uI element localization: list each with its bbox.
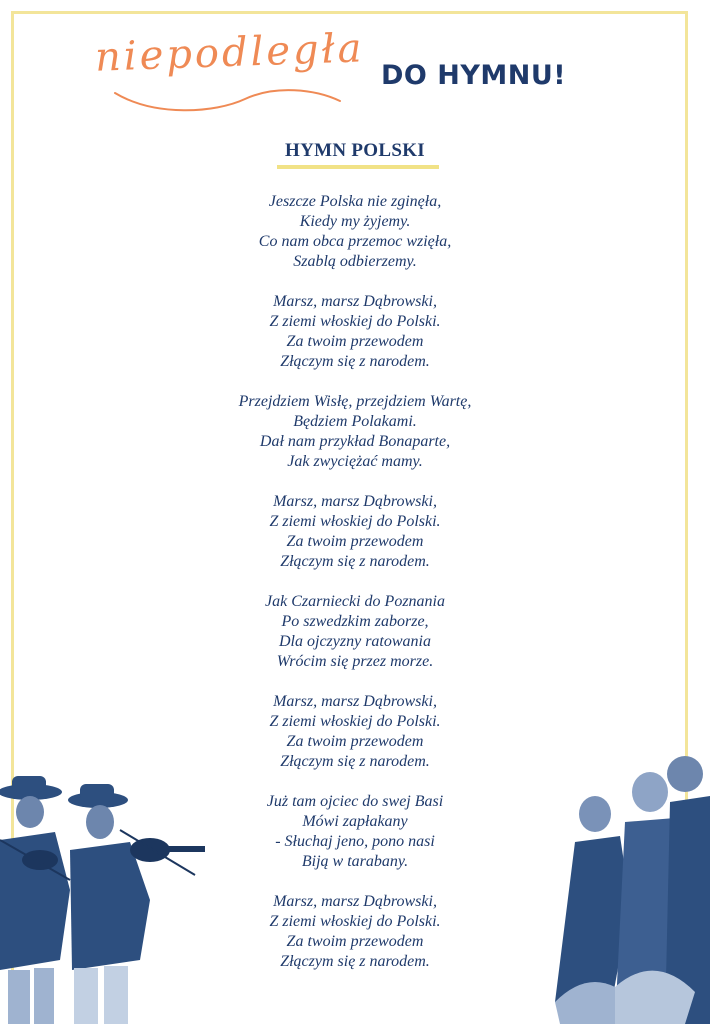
lyric-line: Za twoim przewodem xyxy=(286,733,424,750)
anthem-title: HYMN POLSKI xyxy=(284,140,425,161)
lyric-line: Złączym się z narodem. xyxy=(280,353,430,370)
lyric-line: Jeszcze Polska nie zginęła, xyxy=(268,193,442,210)
stanza xyxy=(0,392,710,472)
lyric-line: Złączym się z narodem. xyxy=(280,753,430,770)
stanza xyxy=(0,492,710,572)
lyric-line: Jak zwyciężać mamy. xyxy=(287,453,423,470)
lyric-line: Jak Czarniecki do Poznania xyxy=(265,593,445,610)
brand-logo: niepodległa xyxy=(94,25,366,81)
lyric-line: Z ziemi włoskiej do Polski. xyxy=(269,913,441,930)
lyric-line: - Słuchaj jeno, pono nasi xyxy=(275,833,435,850)
lyric-line: Co nam obca przemoc wzięła, xyxy=(258,233,452,250)
lyric-line: Marsz, marsz Dąbrowski, xyxy=(273,293,437,310)
lyric-line: Za twoim przewodem xyxy=(286,533,424,550)
folk-dancers-illustration xyxy=(555,752,710,1024)
lyric-line: Wrócim się przez morze. xyxy=(276,653,434,670)
brand-swash-icon xyxy=(95,87,345,115)
lyric-line: Dał nam przykład Bonaparte, xyxy=(259,433,451,450)
stanza xyxy=(0,192,710,272)
lyric-line: Marsz, marsz Dąbrowski, xyxy=(273,893,437,910)
header-title: DO HYMNU! xyxy=(381,60,567,91)
lyric-line: Już tam ojciec do swej Basi xyxy=(266,793,444,810)
lyric-line: Kiedy my żyjemy. xyxy=(299,213,411,230)
lyric-line: Z ziemi włoskiej do Polski. xyxy=(269,713,441,730)
lyric-line: Za twoim przewodem xyxy=(286,333,424,350)
lyric-line: Mówi zapłakany xyxy=(302,813,408,830)
lyric-line: Marsz, marsz Dąbrowski, xyxy=(273,493,437,510)
folk-musicians-illustration xyxy=(0,770,215,1024)
lyric-line: Przejdziem Wisłę, przejdziem Wartę, xyxy=(238,393,472,410)
lyric-line: Z ziemi włoskiej do Polski. xyxy=(269,513,441,530)
lyric-line: Biją w tarabany. xyxy=(301,853,409,870)
lyric-line: Marsz, marsz Dąbrowski, xyxy=(273,693,437,710)
lyric-line: Szablą odbierzemy. xyxy=(293,253,417,270)
lyric-line: Będziem Polakami. xyxy=(293,413,417,430)
stanza xyxy=(0,292,710,372)
title-underline xyxy=(277,165,439,169)
lyric-line: Złączym się z narodem. xyxy=(280,553,430,570)
lyric-line: Z ziemi włoskiej do Polski. xyxy=(269,313,441,330)
lyric-line: Za twoim przewodem xyxy=(286,933,424,950)
lyric-line: Złączym się z narodem. xyxy=(280,953,430,970)
lyric-line: Po szwedzkim zaborze, xyxy=(281,613,429,630)
lyric-line: Dla ojczyzny ratowania xyxy=(279,633,431,650)
stanza xyxy=(0,592,710,672)
header xyxy=(0,25,710,120)
